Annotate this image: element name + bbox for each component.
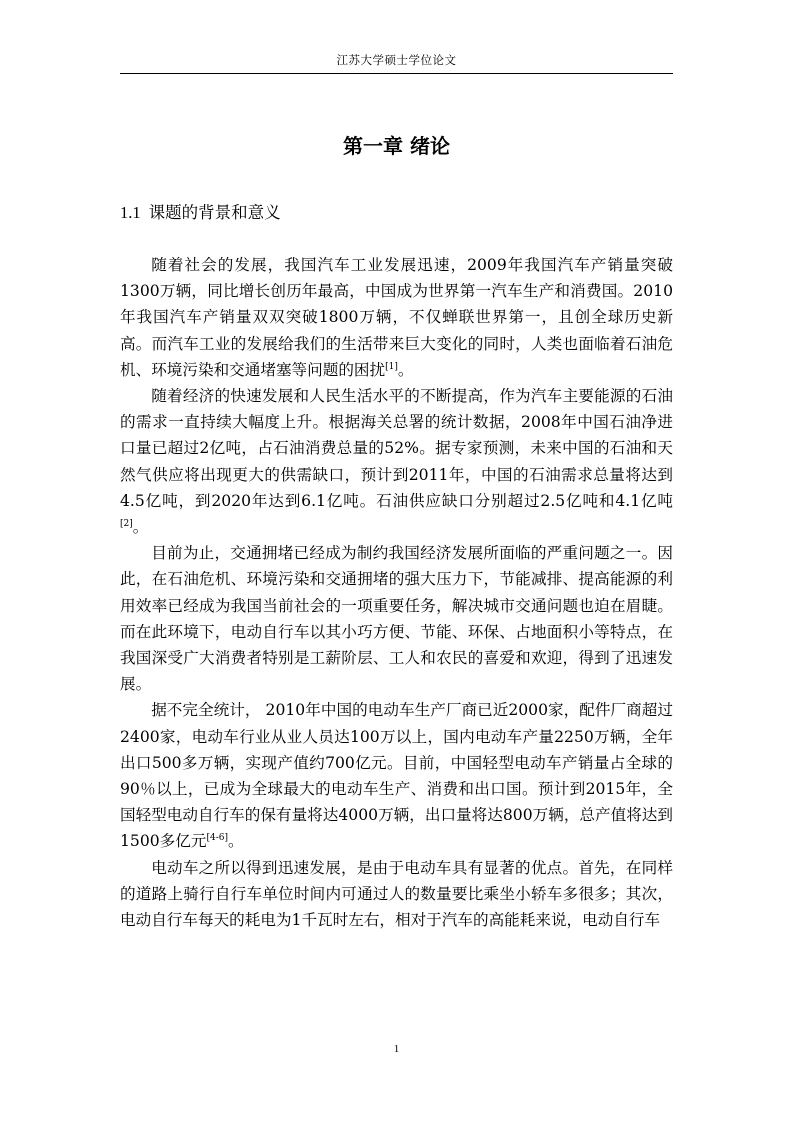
page-number: 1 — [393, 1043, 400, 1055]
paragraph-text: 目前为止，交通拥堵已经成为制约我国经济发展所面临的严重问题之一。因此，在石油危机、环境污染和交通拥堵的强大压力下，节能减排、提高能源的利用效率已经成为我国当前社会的一项重要任务，解决城市交通问题也迫在眉睫。而在此环境下，电动自行车以其小巧方便、节能、环保、占地面积小等特点，在我国深受广大消费者特别是工薪阶层、工人和农民的喜爱和欢迎，得到了迅速发展。 — [120, 544, 673, 694]
paragraph-tail: 。 — [397, 360, 414, 379]
paragraph-1 — [120, 252, 673, 383]
paragraph-3 — [120, 540, 673, 697]
section-heading — [120, 200, 673, 226]
section-title-text: 课题的背景和意义 — [148, 203, 281, 222]
paragraph-5 — [120, 855, 673, 934]
section-number: 1.1 — [120, 203, 141, 222]
paragraph-text: 电动车之所以得到迅速发展，是由于电动车具有显著的优点。首先，在同样的道路上骑行自行车单位时间内可通过人的数量要比乘坐小轿车多很多；其次，电动自行车每天的耗电为1千瓦时左右，相对于汽车的高能耗来说，电动自行车 — [120, 858, 673, 930]
citation-ref: [2] — [120, 518, 133, 529]
chapter-title: 第一章 绪论 — [343, 134, 450, 158]
running-header: 江苏大学硕士学位论文 — [336, 53, 457, 67]
paragraph-tail: 。 — [132, 518, 149, 537]
paragraph-tail: 。 — [227, 832, 244, 851]
citation-ref: [1] — [385, 361, 398, 372]
paragraph-2 — [120, 383, 673, 540]
paragraph-4 — [120, 697, 673, 854]
citation-ref: [4-6] — [206, 833, 228, 844]
paragraph-text: 随着经济的快速发展和人民生活水平的不断提高，作为汽车主要能源的石油的需求一直持续大幅度上升。根据海关总署的统计数据，2008年中国石油净进口量已超过2亿吨，占石油消费总量的52%。据专家预测，未来中国的石油和天然气供应将出现更大的供需缺口，预计到2011年，中国的石油需求总量将达到4.5亿吨，到2020年达到6.1亿吨。石油供应缺口分别超过2.5亿吨和4.1亿吨 — [120, 387, 673, 510]
body-text — [120, 252, 673, 933]
header-rule — [120, 73, 673, 74]
paragraph-text: 随着社会的发展，我国汽车工业发展迅速，2009年我国汽车产销量突破1300万辆，同比增长创历年最高，中国成为世界第一汽车生产和消费国。2010年我国汽车产销量双双突破1800万辆，不仅蝉联世界第一，且创全球历史新高。而汽车工业的发展给我们的生活带来巨大变化的同时，人类也面临着石油危机、环境污染和交通堵塞等问题的困扰 — [120, 256, 673, 379]
paragraph-text: 据不完全统计， 2010年中国的电动车生产厂商已近2000家，配件厂商超过2400家，电动车行业从业人员达100万以上，国内电动车产量2250万辆，全年出口500多万辆，实现产值约700亿元。目前，中国轻型电动车产销量占全球的90％以上，已成为全球最大的电动车生产、消费和出口国。预计到2015年，全国轻型电动自行车的保有量将达4000万辆，出口量将达800万辆，总产值将达到1500多亿元 — [120, 701, 673, 851]
